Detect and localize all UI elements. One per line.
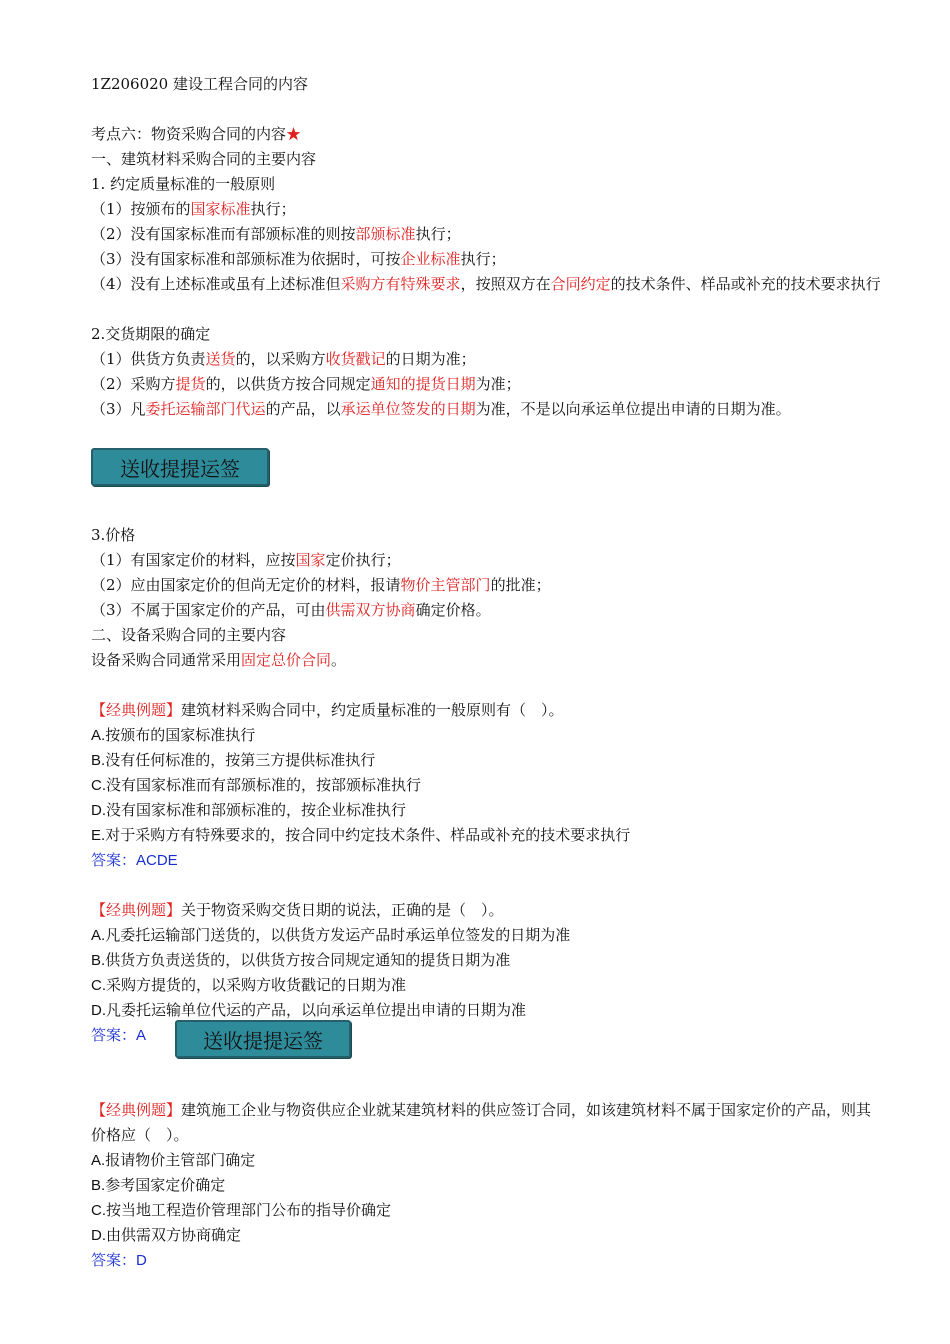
delivery-title: 2.交货期限的确定 [91,325,211,343]
part2-text: 设备采购合同通常采用固定总价合同。 [91,651,347,669]
delivery-item-2: （2）采购方提货的，以供货方按合同规定通知的提货日期为准； [91,375,521,393]
example-1-option-d: D.没有国家标准和部颁标准的，按企业标准执行 [91,801,407,819]
price-title: 3.价格 [91,526,136,544]
example-1-option-e: E.对于采购方有特殊要求的，按合同中约定技术条件、样品或补充的技术要求执行 [91,826,631,844]
quality-item-2: （2）没有国家标准而有部颁标准的则按部颁标准执行； [91,225,461,243]
quality-title: 1. 约定质量标准的一般原则 [91,175,276,193]
part2-title: 二、设备采购合同的主要内容 [91,626,287,644]
part1-title: 一、建筑材料采购合同的主要内容 [91,150,317,168]
document-heading: 1Z206020 建设工程合同的内容 [91,75,308,93]
price-item-3: （3）不属于国家定价的产品，可由供需双方协商确定价格。 [91,601,491,619]
example-1-answer: 答案：ACDE [91,851,178,869]
delivery-item-1: （1）供货方负责送货的，以采购方收货戳记的日期为准； [91,350,476,368]
star-icon: ★ [286,125,302,143]
example-2-option-b: B.供货方负责送货的，以供货方按合同规定通知的提货日期为准 [91,951,511,969]
example-3-option-c: C.按当地工程造价管理部门公布的指导价确定 [91,1201,392,1219]
example-2-option-c: C.采购方提货的，以采购方收货戳记的日期为准 [91,976,407,994]
delivery-item-3: （3）凡委托运输部门代运的产品，以承运单位签发的日期为准，不是以向承运单位提出申请的日期为准。 [91,400,791,418]
example-2-option-a: A.凡委托运输部门送货的，以供货方发运产品时承运单位签发的日期为准 [91,926,571,944]
example-1-option-c: C.没有国家标准而有部颁标准的，按部颁标准执行 [91,776,422,794]
example-2-answer: 答案：A [91,1026,147,1044]
example-3-question: 【经典例题】建筑施工企业与物资供应企业就某建筑材料的供应签订合同，如该建筑材料不属于国家定价的产品，则其价格应（ ）。 [91,1101,872,1144]
example-3-option-d: D.由供需双方协商确定 [91,1226,242,1244]
quality-item-4: （4）没有上述标准或虽有上述标准但采购方有特殊要求，按照双方在合同约定的技术条件、样品或补充的技术要求执行 [91,275,881,293]
example-1-question: 【经典例题】建筑材料采购合同中，约定质量标准的一般原则有（ ）。 [91,701,564,719]
example-1-option-b: B.没有任何标准的，按第三方提供标准执行 [91,751,376,769]
quality-item-3: （3）没有国家标准和部颁标准为依据时，可按企业标准执行； [91,250,506,268]
mnemonic-label-example-2: 送收提提运签 [175,1020,351,1058]
example-3-option-a: A.报请物价主管部门确定 [91,1151,256,1169]
example-2-question: 【经典例题】关于物资采购交货日期的说法，正确的是（ ）。 [91,901,504,919]
example-3-option-b: B.参考国家定价确定 [91,1176,226,1194]
section-title: 考点六：物资采购合同的内容★ [91,125,302,143]
example-1-option-a: A.按颁布的国家标准执行 [91,726,256,744]
price-item-1: （1）有国家定价的材料，应按国家定价执行； [91,551,401,569]
document-body [91,72,886,422]
example-3-answer: 答案：D [91,1251,147,1269]
mnemonic-label: 送收提提运签 [91,448,269,486]
quality-item-1: （1）按颁布的国家标准执行； [91,200,296,218]
document-body-continued [91,523,886,1273]
example-2-option-d: D.凡委托运输单位代运的产品，以向承运单位提出申请的日期为准 [91,1001,527,1019]
price-item-2: （2）应由国家定价的但尚无定价的材料，报请物价主管部门的批准； [91,576,551,594]
